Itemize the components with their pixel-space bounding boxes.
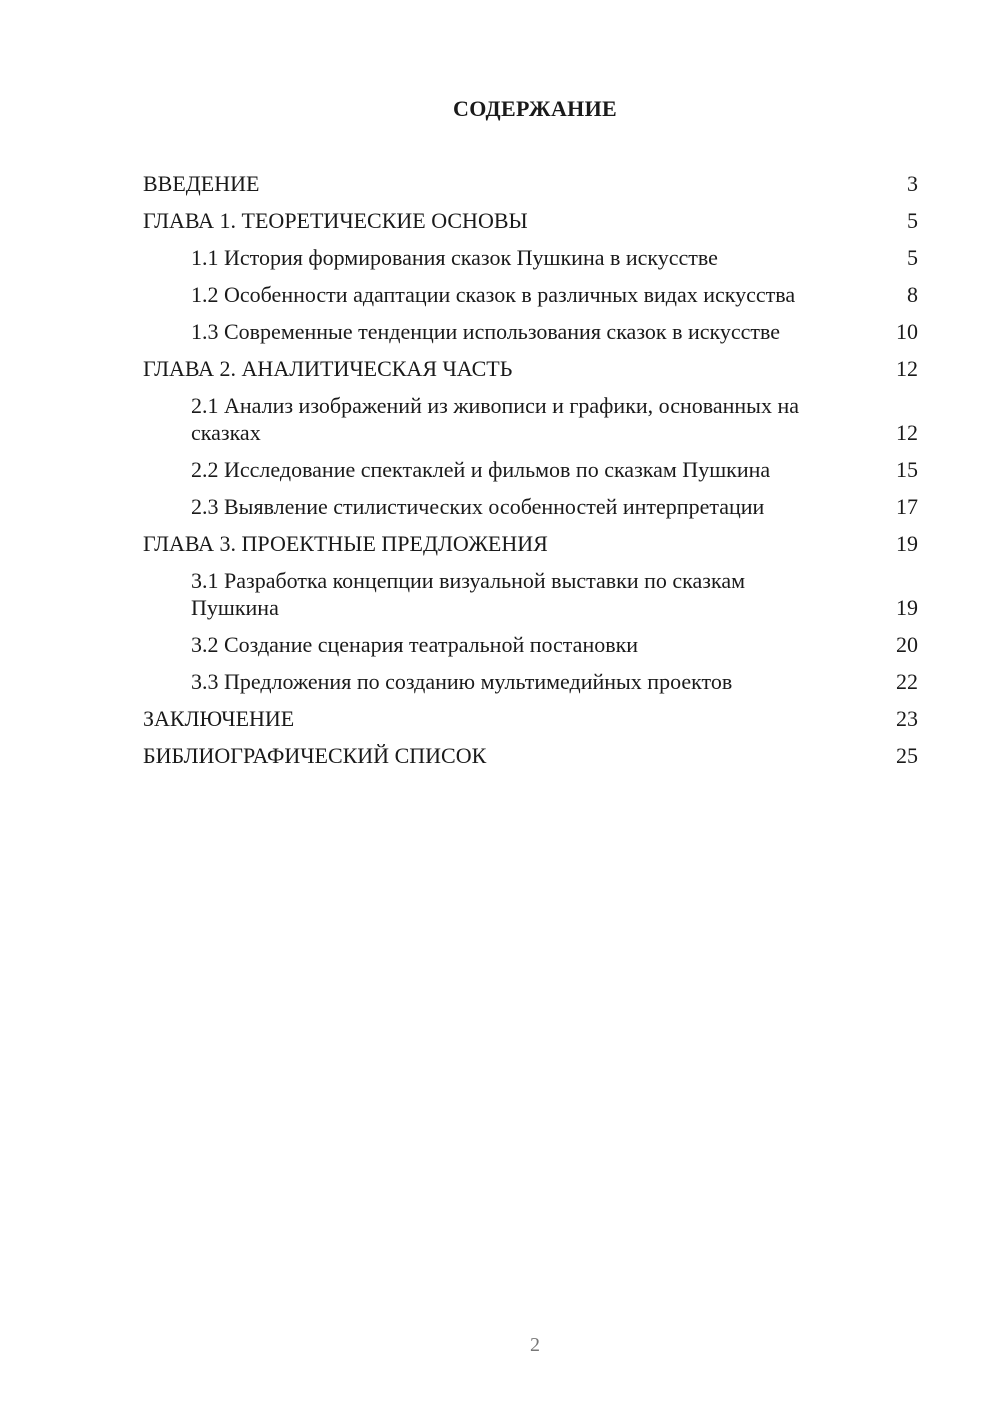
toc-entry-text: ГЛАВА 1. ТЕОРЕТИЧЕСКИЕ ОСНОВЫ — [143, 208, 528, 233]
toc-entry[interactable] — [143, 742, 918, 779]
toc-entry-text: ГЛАВА 3. ПРОЕКТНЫЕ ПРЕДЛОЖЕНИЯ — [143, 531, 548, 556]
toc-entry-page: 19 — [896, 595, 918, 620]
toc-entry[interactable] — [143, 668, 918, 705]
toc-entry[interactable] — [143, 567, 918, 631]
toc-entry-page: 17 — [896, 494, 918, 519]
table-of-contents — [143, 170, 918, 779]
toc-entry[interactable] — [143, 207, 918, 244]
toc-entry-page: 5 — [907, 245, 918, 270]
toc-entry-text: 3.2 Создание сценария театральной постановки — [191, 632, 639, 657]
toc-entry[interactable] — [143, 355, 918, 392]
toc-entry-page: 25 — [896, 743, 918, 768]
toc-entry-text: БИБЛИОГРАФИЧЕСКИЙ СПИСОК — [143, 743, 487, 768]
toc-entry-page: 3 — [907, 171, 918, 196]
toc-entry-page: 12 — [896, 356, 918, 381]
toc-entry-text: 1.3 Современные тенденции использования сказок в искусстве — [191, 319, 781, 344]
toc-entry-text: 1.2 Особенности адаптации сказок в различных видах искусства — [191, 282, 796, 307]
toc-entry-text: ГЛАВА 2. АНАЛИТИЧЕСКАЯ ЧАСТЬ — [143, 356, 513, 381]
toc-entry[interactable] — [143, 631, 918, 668]
page-number: 2 — [530, 1334, 540, 1356]
toc-entry[interactable] — [143, 281, 918, 318]
toc-entry-text: 3.1 Разработка концепции визуальной выставки по сказкам Пушкина — [191, 568, 746, 620]
toc-entry[interactable] — [143, 456, 918, 493]
toc-entry-page: 8 — [907, 282, 918, 307]
toc-entry-text: 1.1 История формирования сказок Пушкина в искусстве — [191, 245, 718, 270]
toc-entry-page: 12 — [896, 420, 918, 445]
toc-entry-page: 20 — [896, 632, 918, 657]
page-title: СОДЕРЖАНИЕ — [453, 96, 617, 121]
toc-entry-text: 3.3 Предложения по созданию мультимедийных проектов — [191, 669, 733, 694]
toc-entry-text: ВВЕДЕНИЕ — [143, 171, 260, 196]
toc-entry-text: 2.3 Выявление стилистических особенностей интерпретации — [191, 494, 765, 519]
toc-entry[interactable] — [143, 530, 918, 567]
toc-entry[interactable] — [143, 244, 918, 281]
toc-entry[interactable] — [143, 493, 918, 530]
toc-entry-page: 23 — [896, 706, 918, 731]
toc-entry[interactable] — [143, 705, 918, 742]
toc-entry-page: 22 — [896, 669, 918, 694]
toc-entry-text: ЗАКЛЮЧЕНИЕ — [143, 706, 295, 731]
toc-entry-page: 10 — [896, 319, 918, 344]
toc-entry-text: 2.1 Анализ изображений из живописи и графики, основанных на сказках — [191, 393, 799, 445]
toc-entry-text: 2.2 Исследование спектаклей и фильмов по сказкам Пушкина — [191, 457, 771, 482]
toc-entry[interactable] — [143, 392, 918, 456]
toc-entry-page: 15 — [896, 457, 918, 482]
toc-entry[interactable] — [143, 170, 918, 207]
toc-entry-page: 5 — [907, 208, 918, 233]
toc-entry[interactable] — [143, 318, 918, 355]
toc-entry-page: 19 — [896, 531, 918, 556]
